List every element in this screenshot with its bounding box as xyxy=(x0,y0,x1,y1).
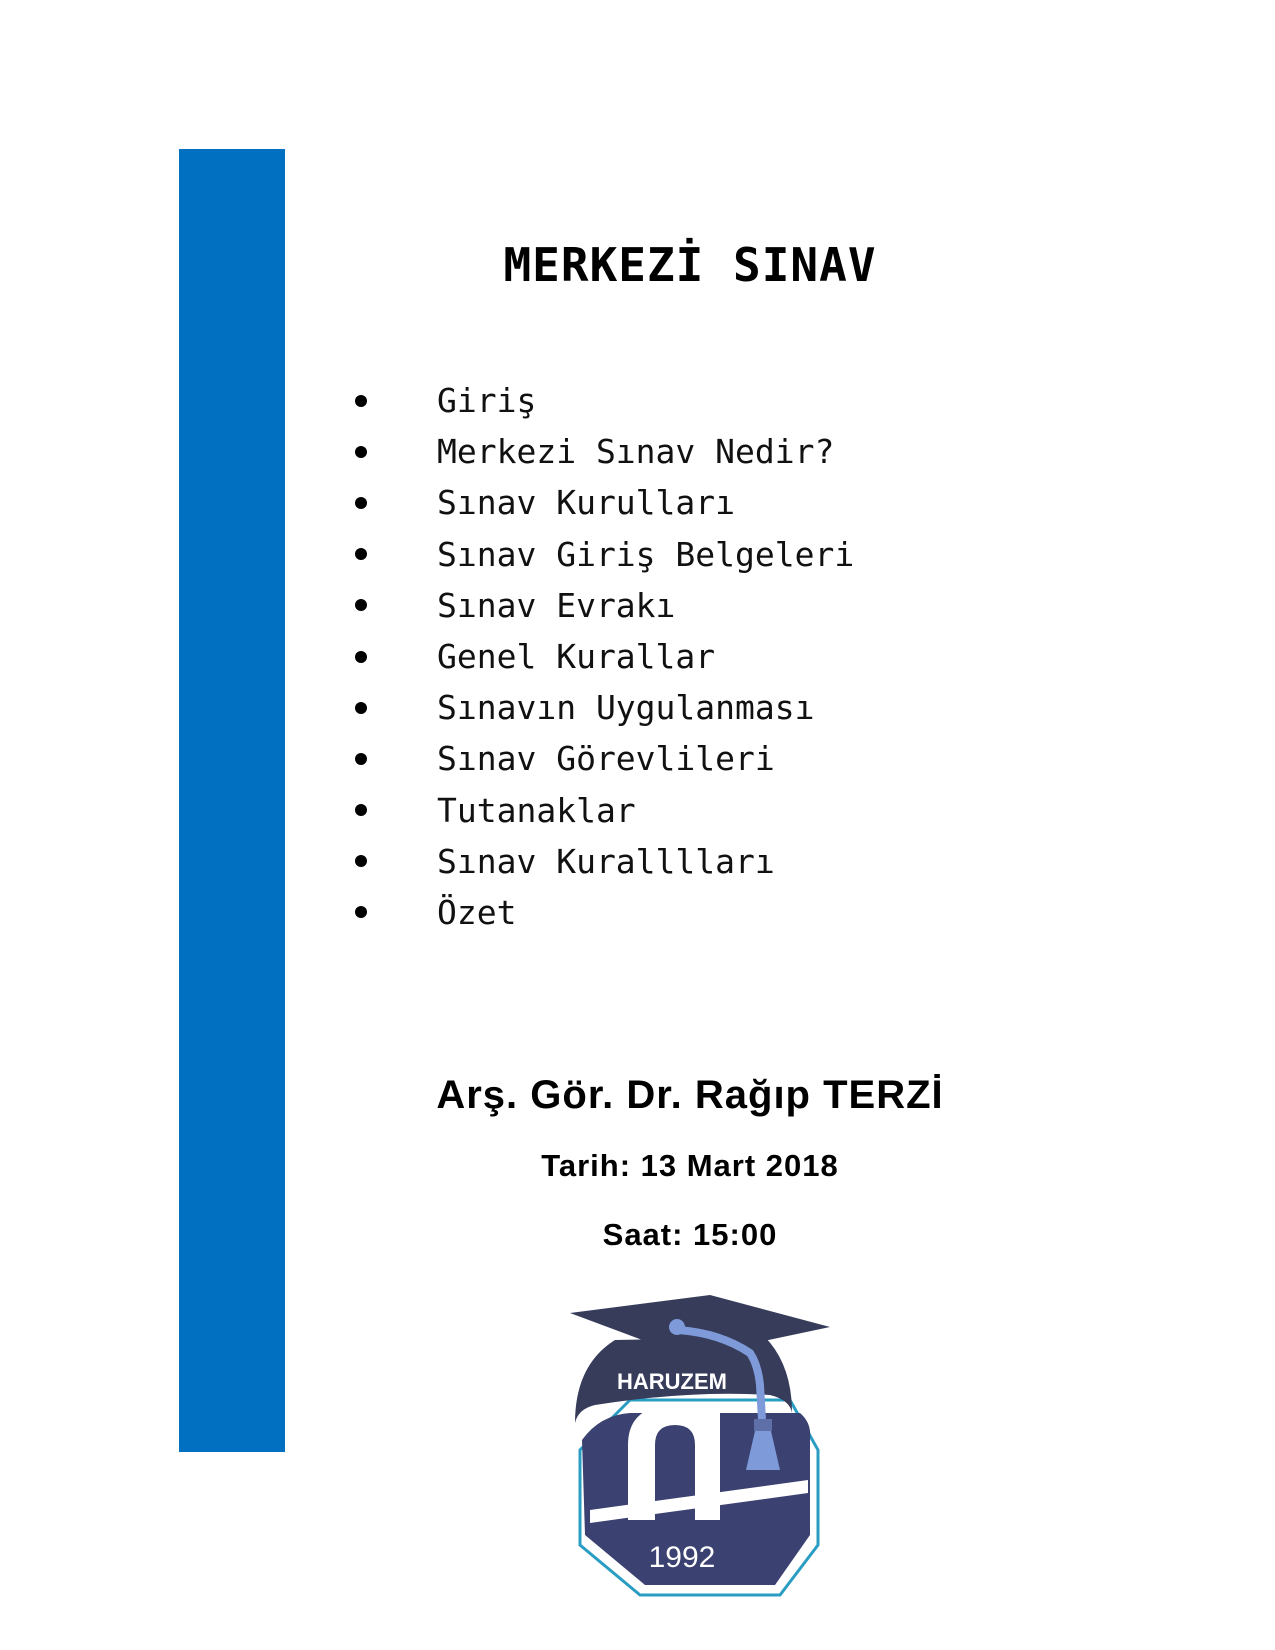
list-item xyxy=(350,375,854,426)
list-item xyxy=(350,682,854,733)
list-item xyxy=(350,477,854,528)
document-title: MERKEZİ SINAV xyxy=(503,238,877,292)
logo-name: HARUZEM xyxy=(617,1369,727,1394)
toc-item-label: Sınav Evrakı xyxy=(437,585,676,625)
list-item xyxy=(350,887,854,938)
bullet-icon xyxy=(355,599,367,611)
accent-sidebar xyxy=(179,149,285,1452)
toc-item-label: Merkezi Sınav Nedir? xyxy=(437,432,835,472)
toc-item-label: Sınav Kuralllları xyxy=(437,841,775,881)
author-name: Arş. Gör. Dr. Rağıp TERZİ xyxy=(436,1073,944,1117)
bullet-icon xyxy=(355,651,367,663)
bullet-icon xyxy=(355,702,367,714)
bullet-icon xyxy=(355,906,367,918)
table-of-contents xyxy=(350,375,854,938)
bullet-icon xyxy=(355,804,367,816)
toc-item-label: Sınavın Uygulanması xyxy=(437,688,815,728)
logo-year: 1992 xyxy=(648,1541,716,1574)
list-item xyxy=(350,426,854,477)
bullet-icon xyxy=(355,395,367,407)
bullet-icon xyxy=(355,855,367,867)
list-item xyxy=(350,733,854,784)
list-item xyxy=(350,631,854,682)
bullet-icon xyxy=(355,548,367,560)
list-item xyxy=(350,785,854,836)
list-item xyxy=(350,529,854,580)
toc-item-label: Sınav Kurulları xyxy=(437,483,736,523)
toc-item-label: Giriş xyxy=(437,381,537,421)
toc-item-label: Sınav Görevlileri xyxy=(437,739,775,779)
bullet-icon xyxy=(355,753,367,765)
presentation-time: Saat: 15:00 xyxy=(602,1217,778,1252)
haruzem-logo xyxy=(560,1295,870,1605)
presentation-date: Tarih: 13 Mart 2018 xyxy=(541,1148,839,1183)
list-item xyxy=(350,580,854,631)
toc-item-label: Sınav Giriş Belgeleri xyxy=(437,534,855,574)
toc-item-label: Genel Kurallar xyxy=(437,637,716,677)
toc-item-label: Özet xyxy=(437,892,517,932)
bullet-icon xyxy=(355,446,367,458)
list-item xyxy=(350,836,854,887)
bullet-icon xyxy=(355,497,367,509)
toc-item-label: Tutanaklar xyxy=(437,790,636,830)
